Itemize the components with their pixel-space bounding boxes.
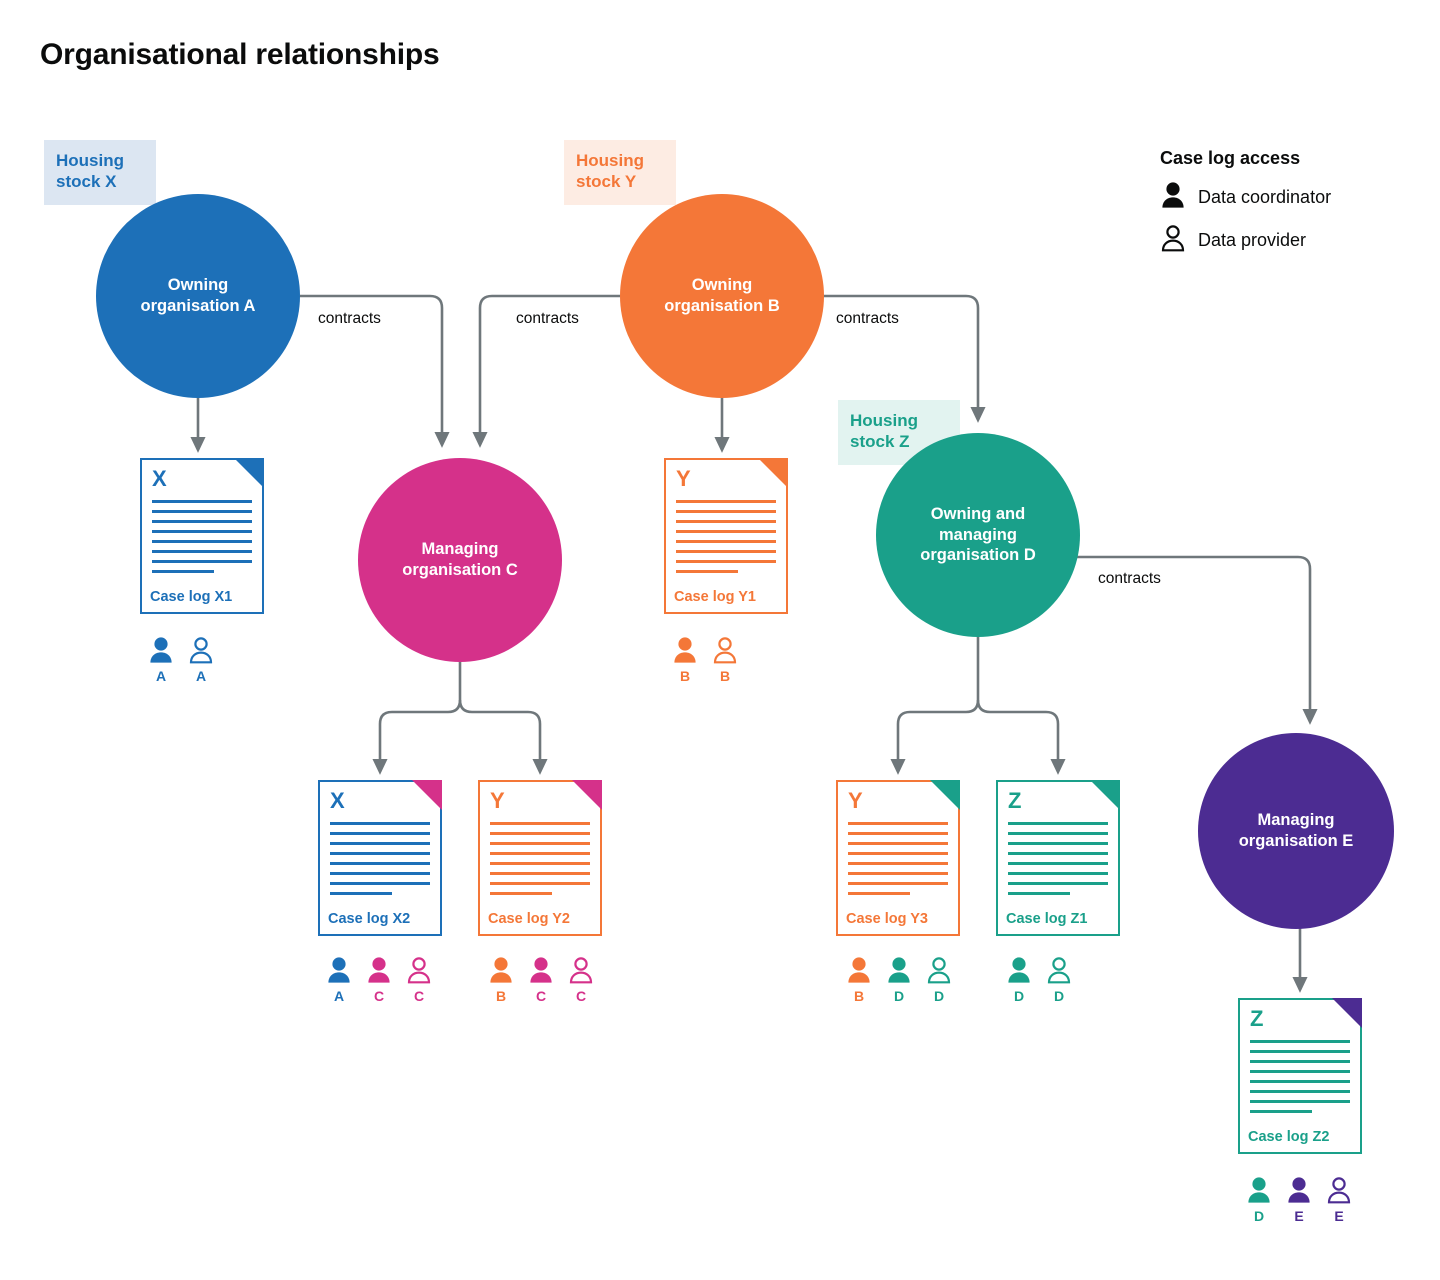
person-outline-icon	[710, 636, 740, 666]
data-coordinator-marker	[670, 636, 700, 684]
access-org-label: B	[495, 988, 507, 1004]
person-outline-icon	[924, 956, 954, 986]
doc-fold-icon	[412, 780, 442, 810]
access-org-label: D	[1053, 988, 1065, 1004]
doc-caption: Case log X1	[150, 589, 233, 605]
access-org-label: A	[155, 668, 167, 684]
data-provider-marker	[566, 956, 596, 1004]
doc-letter: Y	[848, 788, 863, 813]
edge-label-b-c: contracts	[516, 310, 579, 327]
access-org-label: B	[853, 988, 865, 1004]
person-filled-icon	[364, 956, 394, 986]
doc-rules	[152, 500, 252, 572]
org-c[interactable]	[358, 458, 562, 662]
access-org-label: C	[535, 988, 547, 1004]
person-outline-icon	[1044, 956, 1074, 986]
doc-letter: Z	[1250, 1006, 1264, 1031]
data-coordinator-marker	[526, 956, 556, 1004]
access-org-label: D	[933, 988, 945, 1004]
data-coordinator-marker	[844, 956, 874, 1004]
doc-fold-icon	[930, 780, 960, 810]
edge-label-b-d: contracts	[836, 310, 899, 327]
stock-tag-x	[44, 140, 156, 205]
doc-letter: X	[330, 788, 345, 813]
data-provider-marker	[710, 636, 740, 684]
doc-caption: Case log Y1	[674, 589, 756, 605]
access-row-y3	[844, 956, 954, 1004]
data-provider-marker	[924, 956, 954, 1004]
case-log-z1[interactable]	[996, 780, 1120, 936]
doc-letter: Y	[490, 788, 505, 813]
org-c-label: Managing organisation C	[402, 540, 518, 579]
person-filled-icon	[884, 956, 914, 986]
org-a[interactable]	[96, 194, 300, 398]
access-org-label: B	[679, 668, 691, 684]
access-org-label: E	[1294, 1208, 1304, 1224]
case-log-y1[interactable]	[664, 458, 788, 614]
access-row-y1	[670, 636, 740, 684]
org-e[interactable]	[1198, 733, 1394, 929]
access-org-label: E	[1334, 1208, 1344, 1224]
person-filled-icon	[1244, 1176, 1274, 1206]
legend-label: Data provider	[1198, 230, 1307, 250]
doc-fold-icon	[1332, 998, 1362, 1028]
doc-letter: X	[152, 466, 167, 491]
page-title: Organisational relationships	[40, 38, 440, 71]
org-d[interactable]	[876, 433, 1080, 637]
person-outline-icon	[404, 956, 434, 986]
data-provider-marker	[404, 956, 434, 1004]
org-d-label: Owning and managing organisation D	[920, 505, 1036, 565]
doc-letter: Z	[1008, 788, 1022, 813]
person-filled-icon	[146, 636, 176, 666]
org-a-label: Owning organisation A	[140, 276, 256, 315]
person-outline-icon	[186, 636, 216, 666]
person-filled-icon	[1284, 1176, 1314, 1206]
data-provider-marker	[1044, 956, 1074, 1004]
doc-caption: Case log Z1	[1006, 911, 1088, 927]
case-log-y2[interactable]	[478, 780, 602, 936]
data-coordinator-marker	[1004, 956, 1034, 1004]
case-log-y3[interactable]	[836, 780, 960, 936]
person-outline-icon	[1160, 224, 1186, 257]
access-org-label: C	[575, 988, 587, 1004]
edge-label-d-e: contracts	[1098, 570, 1161, 587]
person-filled-icon	[324, 956, 354, 986]
access-org-label: D	[1253, 1208, 1265, 1224]
access-row-z2	[1244, 1176, 1354, 1224]
stock-z-line1: Housing	[850, 411, 918, 430]
legend	[1160, 148, 1331, 267]
access-org-label: C	[373, 988, 385, 1004]
stock-z-line2: stock Z	[850, 432, 910, 452]
case-log-z2[interactable]	[1238, 998, 1362, 1154]
org-b-label: Owning organisation B	[664, 276, 780, 315]
data-coordinator-marker	[884, 956, 914, 1004]
legend-title: Case log access	[1160, 148, 1301, 168]
doc-rules	[1250, 1040, 1350, 1112]
doc-caption: Case log X2	[328, 911, 411, 927]
doc-caption: Case log Z2	[1248, 1129, 1330, 1145]
org-e-label: Managing organisation E	[1238, 811, 1354, 850]
stock-y-line2: stock Y	[576, 172, 637, 192]
data-coordinator-marker	[1244, 1176, 1274, 1224]
doc-caption: Case log Y3	[846, 911, 928, 927]
access-org-label: D	[1013, 988, 1025, 1004]
doc-letter: Y	[676, 466, 691, 491]
person-filled-icon	[844, 956, 874, 986]
access-row-y2	[486, 956, 596, 1004]
data-coordinator-marker	[1284, 1176, 1314, 1224]
doc-fold-icon	[234, 458, 264, 488]
access-org-label: D	[893, 988, 905, 1004]
legend-data-provider	[1160, 224, 1331, 257]
data-coordinator-marker	[486, 956, 516, 1004]
doc-caption: Case log Y2	[488, 911, 570, 927]
person-filled-icon	[526, 956, 556, 986]
person-outline-icon	[566, 956, 596, 986]
stock-x-line1: Housing	[56, 151, 124, 170]
person-outline-icon	[1324, 1176, 1354, 1206]
case-log-x2[interactable]	[318, 780, 442, 936]
data-provider-marker	[186, 636, 216, 684]
access-row-x1	[146, 636, 216, 684]
doc-rules	[676, 500, 776, 572]
stock-x-line2: stock X	[56, 172, 117, 192]
legend-data-coordinator	[1160, 181, 1331, 214]
access-org-label: C	[413, 988, 425, 1004]
data-coordinator-marker	[364, 956, 394, 1004]
doc-fold-icon	[572, 780, 602, 810]
person-filled-icon	[1004, 956, 1034, 986]
edge-label-a-c: contracts	[318, 310, 381, 327]
data-provider-marker	[1324, 1176, 1354, 1224]
person-filled-icon	[486, 956, 516, 986]
doc-fold-icon	[758, 458, 788, 488]
access-org-label: B	[719, 668, 731, 684]
access-row-x2	[324, 956, 434, 1004]
legend-label: Data coordinator	[1198, 187, 1332, 207]
doc-rules	[330, 822, 430, 894]
access-org-label: A	[195, 668, 207, 684]
org-b[interactable]	[620, 194, 824, 398]
data-coordinator-marker	[324, 956, 354, 1004]
stock-tag-y	[564, 140, 676, 205]
access-org-label: A	[333, 988, 345, 1004]
case-log-x1[interactable]	[140, 458, 264, 614]
doc-rules	[490, 822, 590, 894]
doc-rules	[1008, 822, 1108, 894]
data-coordinator-marker	[146, 636, 176, 684]
doc-fold-icon	[1090, 780, 1120, 810]
doc-rules	[848, 822, 948, 894]
person-filled-icon	[1160, 181, 1186, 214]
stock-y-line1: Housing	[576, 151, 644, 170]
person-filled-icon	[670, 636, 700, 666]
access-row-z1	[1004, 956, 1074, 1004]
